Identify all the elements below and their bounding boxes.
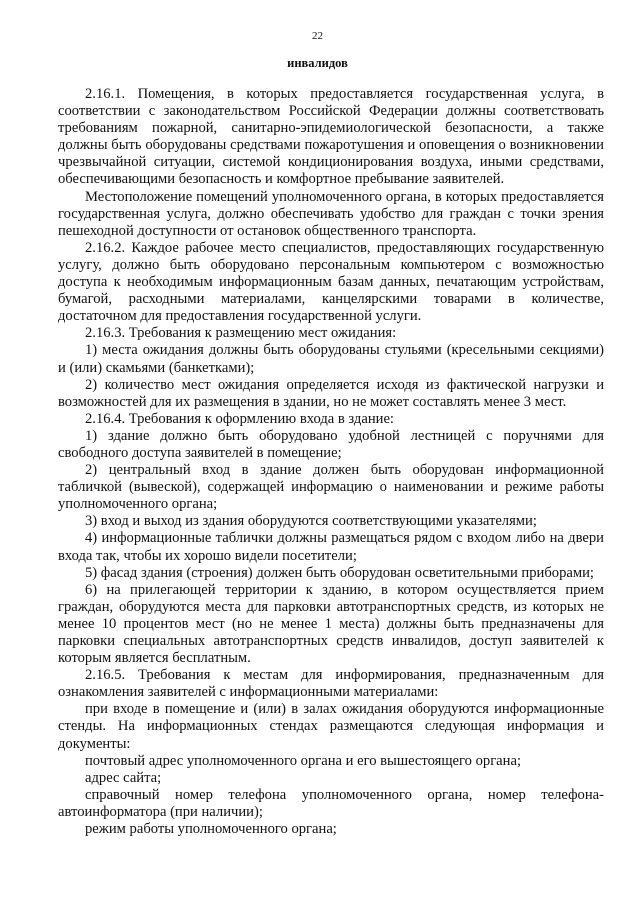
- paragraph: при входе в помещение и (или) в залах ожидания оборудуются информационные стенды. На информационных стендах размещаются следующая информация и документы:: [58, 701, 604, 752]
- paragraph: 5) фасад здания (строения) должен быть оборудован осветительными приборами;: [85, 564, 594, 581]
- paragraph: 2.16.2. Каждое рабочее место специалистов, предоставляющих государственную услугу, должно быть оборудовано персональным компьютером с возможностью доступа к необходимым информационным базам данных, печатающим устройствам, бумагой, расходными материалами, канцелярскими товарами в количестве, достаточном для предоставления государственной услуги.: [58, 239, 604, 325]
- paragraph: 4) информационные таблички должны размещаться рядом с входом либо на двери входа так, чтобы их хорошо видели посетители;: [58, 530, 604, 564]
- paragraph: 2.16.1. Помещения, в которых предоставляется государственная услуга, в соответствии с законодательством Российской Федерации должны соответствовать требованиям пожарной, санитарно-эпидемиологической безопасности, а также должны быть оборудованы средствами пожаротушения и оповещения о возникновении чрезвычайной ситуации, системой кондиционирования воздуха, иными средствами, обеспечивающими безопасность и комфортное пребывание заявителей.: [58, 86, 604, 188]
- section-title: инвалидов: [287, 56, 348, 70]
- paragraph: 2.16.5. Требования к местам для информирования, предназначенным для ознакомления заявителей с информационными материалами:: [58, 667, 604, 701]
- paragraph: адрес сайта;: [85, 769, 162, 786]
- document-body: [58, 86, 604, 838]
- paragraph: 1) места ожидания должны быть оборудованы стульями (кресельными секциями) и (или) скамьями (банкетками);: [58, 342, 604, 376]
- paragraph: 3) вход и выход из здания оборудуются соответствующими указателями;: [85, 513, 537, 530]
- paragraph: 1) здание должно быть оборудовано удобной лестницей с поручнями для свободного доступа заявителей в помещение;: [58, 427, 604, 461]
- paragraph: 2.16.3. Требования к размещению мест ожидания:: [85, 325, 397, 342]
- paragraph: 2) количество мест ожидания определяется исходя из фактической нагрузки и возможностей для их размещения в здании, но не может составлять менее 3 мест.: [58, 376, 604, 410]
- paragraph: 2) центральный вход в здание должен быть оборудован информационной табличкой (вывеской), содержащей информацию о наименовании и режиме работы уполномоченного органа;: [58, 462, 604, 513]
- paragraph: Местоположение помещений уполномоченного органа, в которых предоставляется государственная услуга, должно обеспечивать удобство для граждан с точки зрения пешеходной доступности от остановок общественного транспорта.: [58, 188, 604, 239]
- paragraph: 2.16.4. Требования к оформлению входа в здание:: [85, 410, 394, 427]
- paragraph: режим работы уполномоченного органа;: [85, 821, 337, 838]
- paragraph: справочный номер телефона уполномоченного органа, номер телефона-автоинформатора (при наличии);: [58, 786, 604, 820]
- paragraph: 6) на прилегающей территории к зданию, в котором осуществляется прием граждан, оборудуются места для парковки автотранспортных средств, из которых не менее 10 процентов мест (но не менее 1 места) должны быть предназначены для парковки специальных автотранспортных средств инвалидов, доступ заявителей к которым является бесплатным.: [58, 581, 604, 667]
- paragraph: почтовый адрес уполномоченного органа и его вышестоящего органа;: [85, 752, 521, 769]
- page-number: 22: [312, 30, 323, 42]
